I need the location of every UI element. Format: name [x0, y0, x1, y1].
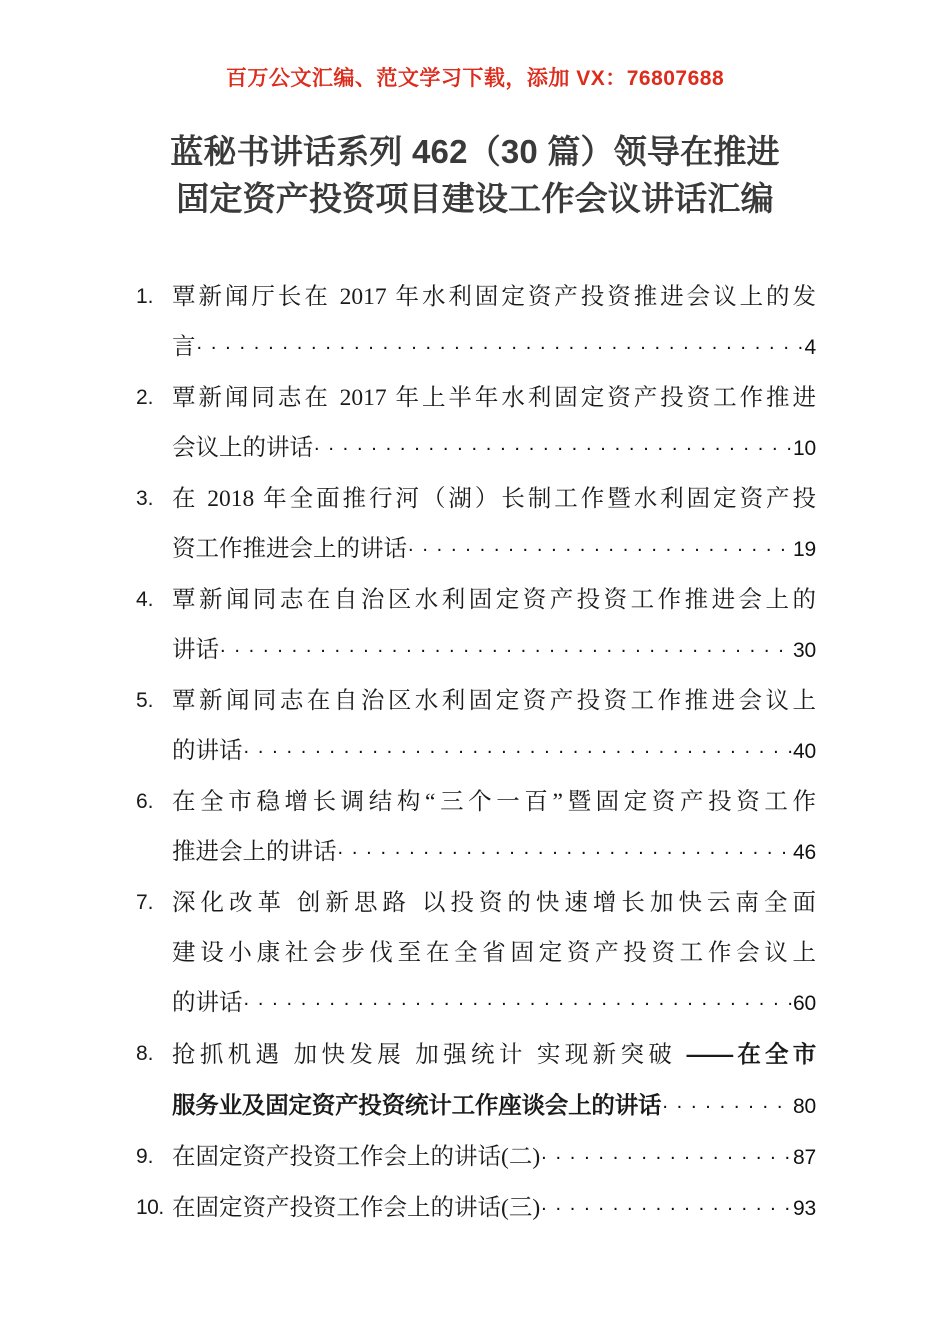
toc-entry-body [172, 575, 816, 676]
toc-entry-tail-text: 的讲话 [172, 990, 243, 1016]
toc-page-number: 19 [793, 538, 816, 561]
toc-dot-leader [244, 987, 793, 1011]
toc-entry[interactable] [136, 1029, 816, 1132]
toc-leader-row [172, 1080, 816, 1132]
toc-entry-tail-text: 资工作推进会上的讲话 [172, 536, 407, 562]
document-title [132, 128, 818, 222]
toc-entry[interactable] [136, 777, 816, 878]
toc-page-number: 40 [793, 740, 816, 763]
toc-page-number: 30 [793, 639, 816, 662]
toc-leader-row [172, 1132, 816, 1183]
toc-entry[interactable] [136, 878, 816, 1029]
toc-entry-text-bold: ——在全市 [686, 1041, 817, 1067]
toc-entry[interactable] [136, 474, 816, 575]
toc-leader-row [172, 322, 816, 373]
toc-entry-tail-text: 在固定资产投资工作会上的讲话(二) [172, 1144, 541, 1170]
toc-page-number: 93 [793, 1197, 816, 1220]
toc-entry-number: 5. [136, 689, 154, 712]
toc-leader-row [172, 625, 816, 676]
toc-leader-row [172, 1183, 816, 1234]
toc-entry[interactable] [136, 575, 816, 676]
toc-entry-number: 8. [136, 1042, 154, 1065]
toc-entry-number: 4. [136, 588, 154, 611]
toc-dot-leader [220, 634, 792, 658]
toc-entry-text: 抢抓机遇 加快发展 加强统计 实现新突破 [172, 1042, 687, 1068]
toc-leader-row [172, 978, 816, 1029]
toc-entry-body [172, 474, 816, 575]
table-of-contents [136, 272, 816, 1234]
toc-entry-line: 覃新闻同志在 2017 年上半年水利固定资产投资工作推进 [172, 385, 816, 411]
toc-entry-line: 在 2018 年全面推行河（湖）长制工作暨水利固定资产投 [172, 486, 816, 512]
toc-entry[interactable] [136, 272, 816, 373]
toc-entry-line: 建设小康社会步伐至在全省固定资产投资工作会议上 [172, 940, 816, 966]
toc-entry-number: 9. [136, 1145, 154, 1168]
toc-entry-number: 3. [136, 487, 154, 510]
toc-page-number: 80 [793, 1095, 816, 1118]
toc-entry-number: 7. [136, 891, 154, 914]
toc-entry-tail-text: 的讲话 [172, 738, 243, 764]
toc-dot-leader [662, 1090, 792, 1114]
toc-dot-leader [338, 836, 793, 860]
toc-entry[interactable] [136, 676, 816, 777]
toc-entry-line: 深化改革 创新思路 以投资的快速增长加快云南全面 [172, 890, 816, 916]
toc-dot-leader [314, 432, 792, 456]
toc-entry-tail-text: 推进会上的讲话 [172, 839, 337, 865]
toc-page-number: 60 [793, 992, 816, 1015]
toc-page-number: 4 [804, 336, 816, 359]
document-title-line-2: 固定资产投资项目建设工作会议讲话汇编 [176, 180, 774, 217]
toc-entry-line: 覃新闻厅长在 2017 年水利固定资产投资推进会议上的发 [172, 284, 816, 310]
toc-entry-line: 覃新闻同志在自治区水利固定资产投资工作推进会上的 [172, 587, 816, 613]
toc-entry[interactable] [136, 373, 816, 474]
toc-entry-tail-text [172, 1080, 661, 1131]
toc-leader-row [172, 423, 816, 474]
toc-entry-number: 10. [136, 1196, 164, 1219]
toc-entry[interactable] [136, 1183, 816, 1234]
toc-entry-tail-text: 在固定资产投资工作会上的讲话(三) [172, 1195, 541, 1221]
toc-entry[interactable] [136, 1132, 816, 1183]
toc-leader-row [172, 827, 816, 878]
toc-entry-body [172, 373, 816, 474]
toc-entry-body [172, 1132, 816, 1183]
toc-dot-leader [541, 1192, 792, 1216]
document-title-line-1: 蓝秘书讲话系列 462（30 篇）领导在推进 [170, 133, 780, 170]
toc-entry-tail-text: 会议上的讲话 [172, 435, 313, 461]
promo-header-text: 百万公文汇编、范文学习下载，添加 VX：76807688 [225, 67, 725, 90]
toc-page-number: 10 [793, 437, 816, 460]
toc-dot-leader [541, 1141, 792, 1165]
toc-leader-row [172, 524, 816, 575]
toc-dot-leader [244, 735, 793, 759]
toc-page-number: 46 [793, 841, 816, 864]
toc-entry-line [172, 1029, 816, 1080]
toc-entry-number: 6. [136, 790, 154, 813]
toc-entry-body [172, 1029, 816, 1132]
toc-page-number: 87 [793, 1146, 816, 1169]
toc-entry-line: 在全市稳增长调结构“三个一百”暨固定资产投资工作 [172, 789, 816, 815]
toc-entry-body [172, 777, 816, 878]
toc-dot-leader [408, 533, 792, 557]
toc-entry-body [172, 676, 816, 777]
toc-entry-body [172, 878, 816, 1029]
toc-entry-number: 1. [136, 285, 154, 308]
toc-entry-tail-text: 言 [172, 334, 196, 360]
toc-entry-line: 覃新闻同志在自治区水利固定资产投资工作推进会议上 [172, 688, 816, 714]
toc-dot-leader [197, 331, 804, 355]
toc-entry-text-bold: 服务业及固定资产投资统计工作座谈会上的讲话 [172, 1092, 662, 1118]
toc-entry-number: 2. [136, 386, 154, 409]
toc-entry-body [172, 272, 816, 373]
toc-leader-row [172, 726, 816, 777]
toc-entry-body [172, 1183, 816, 1234]
toc-entry-tail-text: 讲话 [172, 637, 219, 663]
